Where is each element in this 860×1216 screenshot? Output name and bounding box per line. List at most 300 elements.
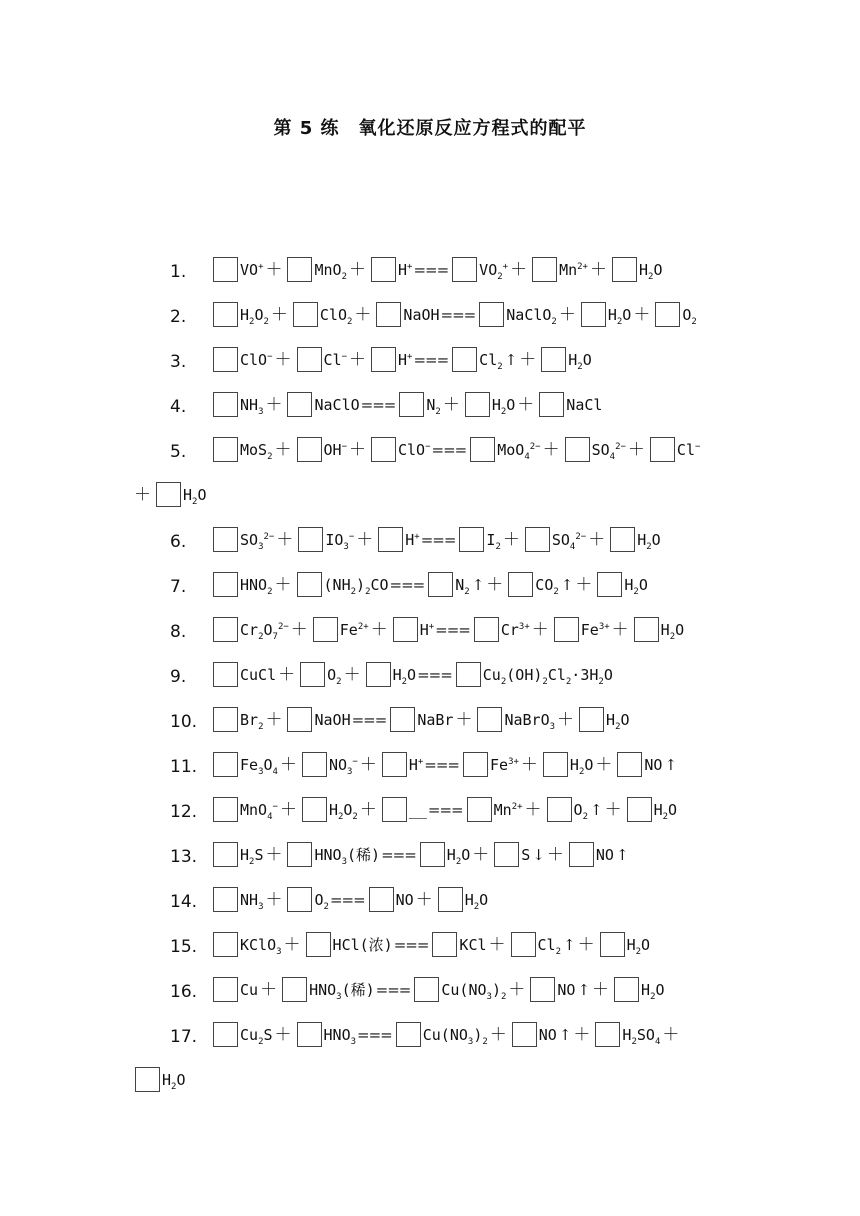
- coefficient-blank[interactable]: [438, 887, 463, 912]
- plus-sign: ＋: [359, 755, 377, 775]
- chemical-species: $H_2O$: [183, 486, 207, 507]
- equation: [210, 300, 697, 327]
- chemical-species: NaBrO$_3$: [504, 711, 556, 732]
- problem-row: [0, 477, 860, 507]
- chemical-species: $H_2O$: [624, 576, 648, 597]
- chemical-species: $H_2O$: [491, 396, 516, 417]
- coefficient-blank[interactable]: [298, 527, 323, 552]
- coefficient-blank[interactable]: [213, 752, 238, 777]
- coefficient-blank[interactable]: [135, 1067, 160, 1092]
- coefficient-blank[interactable]: [617, 752, 642, 777]
- chemical-species: $O_2$: [327, 666, 342, 687]
- coefficient-blank[interactable]: [287, 392, 312, 417]
- coefficient-blank[interactable]: [452, 257, 477, 282]
- coefficient-blank[interactable]: [213, 257, 238, 282]
- chemical-species: $H_2O_2$: [240, 306, 269, 327]
- equals-sign: ===: [435, 621, 470, 639]
- problem-row: [0, 927, 860, 957]
- plus-sign: ＋: [279, 755, 297, 775]
- plus-sign: ＋: [356, 530, 374, 550]
- coefficient-blank[interactable]: [627, 797, 652, 822]
- coefficient-blank[interactable]: [655, 302, 680, 327]
- plus-sign: ＋: [575, 575, 593, 595]
- arrow-icon: ↑: [560, 576, 574, 594]
- chemical-species: $Fe^{3+}$: [580, 621, 610, 639]
- chemical-species: $H_2O$: [162, 1071, 186, 1092]
- chemical-species: NaOH: [403, 306, 440, 324]
- coefficient-blank[interactable]: [297, 572, 322, 597]
- chemical-species: KClO$_3$: [240, 936, 282, 957]
- equation: [210, 435, 700, 462]
- chemical-species: NO: [557, 981, 576, 999]
- plus-sign: ＋: [276, 530, 294, 550]
- chemical-species: $H_2O$: [637, 531, 661, 552]
- chemical-species: $O_2$: [682, 306, 697, 327]
- equals-sign: ===: [427, 801, 463, 819]
- coefficient-blank[interactable]: [511, 932, 536, 957]
- plus-sign: ＋: [517, 395, 535, 415]
- problem-number: 8.: [170, 622, 187, 642]
- chemical-species: Cu: [240, 981, 259, 999]
- problem-number: 5.: [170, 442, 187, 462]
- chemical-species: $O_2$: [573, 801, 588, 822]
- coefficient-blank[interactable]: [543, 752, 568, 777]
- problem-number: 14.: [170, 892, 198, 912]
- problem-number: 7.: [170, 577, 187, 597]
- plus-sign: ＋: [573, 1025, 591, 1045]
- plus-sign: ＋: [662, 1025, 680, 1045]
- plus-sign: ＋: [274, 440, 292, 460]
- arrow-icon: ↑: [558, 1026, 572, 1044]
- coefficient-blank[interactable]: [369, 887, 394, 912]
- coefficient-blank[interactable]: [420, 842, 445, 867]
- chemical-species: NO: [538, 1026, 557, 1044]
- plus-sign: ＋: [627, 440, 645, 460]
- chemical-species: ClO−: [240, 351, 273, 369]
- equals-sign: ===: [329, 891, 365, 909]
- equals-sign: ===: [417, 666, 452, 684]
- chemical-species: $H_2S$: [240, 846, 264, 867]
- chemical-species: $H_2O$: [392, 666, 417, 687]
- coefficient-blank[interactable]: [634, 617, 659, 642]
- problem-number: 15.: [170, 937, 198, 957]
- coefficient-blank[interactable]: [382, 797, 407, 822]
- problem-number: 4.: [170, 397, 187, 417]
- plus-sign: ＋: [486, 575, 504, 595]
- coefficient-blank[interactable]: [213, 527, 238, 552]
- arrow-icon: ↑: [589, 801, 603, 819]
- problem-row: [0, 387, 860, 417]
- equation: [210, 570, 648, 597]
- coefficient-blank[interactable]: [581, 302, 606, 327]
- coefficient-blank[interactable]: [467, 797, 492, 822]
- chemical-species: $Mn^{2+}$: [493, 801, 523, 819]
- coefficient-blank[interactable]: [376, 302, 401, 327]
- coefficient-blank[interactable]: [282, 977, 307, 1002]
- plus-sign: ＋: [546, 845, 564, 865]
- coefficient-blank[interactable]: [302, 752, 327, 777]
- coefficient-blank[interactable]: [213, 572, 238, 597]
- plus-sign: ＋: [489, 1025, 507, 1045]
- plus-sign: ＋: [577, 935, 595, 955]
- equation: [210, 930, 650, 957]
- problem-row: [0, 882, 860, 912]
- equals-sign: ===: [424, 756, 460, 774]
- chemical-species: H+: [405, 531, 420, 549]
- plus-sign: ＋: [278, 665, 296, 685]
- chemical-species: $IO_3^-$: [325, 531, 355, 552]
- problem-row: [0, 567, 860, 597]
- chemical-species: H+: [398, 261, 413, 279]
- problem-row: [0, 837, 860, 867]
- equation: [210, 1020, 681, 1047]
- coefficient-blank[interactable]: [213, 662, 238, 687]
- plus-sign: ＋: [274, 350, 292, 370]
- coefficient-blank[interactable]: [297, 347, 322, 372]
- problem-row: [0, 612, 860, 642]
- equation: [132, 480, 206, 507]
- chemical-species: $H_2O_2$: [328, 801, 358, 822]
- problem-row: [0, 522, 860, 552]
- chemical-species: $H_2O$: [653, 801, 678, 822]
- chemical-species: HCl(浓): [332, 936, 393, 954]
- chemical-species: $Cu_2(OH)_2Cl_2\cdot 3H_2O$: [482, 666, 613, 687]
- coefficient-blank[interactable]: [213, 617, 238, 642]
- plus-sign: ＋: [343, 665, 361, 685]
- chemical-species: NaClO$_2$: [506, 306, 557, 327]
- coefficient-blank[interactable]: [213, 842, 238, 867]
- plus-sign: ＋: [502, 530, 520, 550]
- coefficient-blank[interactable]: [371, 347, 396, 372]
- coefficient-blank[interactable]: [382, 752, 407, 777]
- chemical-species: $Cr^{3+}$: [500, 621, 530, 639]
- coefficient-blank[interactable]: [371, 257, 396, 282]
- equals-sign: ===: [351, 711, 387, 729]
- coefficient-blank[interactable]: [547, 797, 572, 822]
- chemical-species: $H_2O$: [660, 621, 685, 642]
- chemical-species: $HNO_3$(稀): [314, 846, 381, 867]
- chemical-species: NaBr: [417, 711, 454, 729]
- coefficient-blank[interactable]: [213, 797, 238, 822]
- chemical-species: ClO$_2$: [319, 306, 353, 327]
- chemical-species: $Fe_3O_4$: [240, 756, 278, 777]
- plus-sign: ＋: [283, 935, 301, 955]
- coefficient-blank[interactable]: [306, 932, 331, 957]
- coefficient-blank[interactable]: [213, 437, 238, 462]
- plus-sign: ＋: [558, 305, 576, 325]
- coefficient-blank[interactable]: [512, 1022, 537, 1047]
- coefficient-blank[interactable]: [477, 707, 502, 732]
- plus-sign: ＋: [488, 935, 506, 955]
- equation: [210, 525, 661, 552]
- chemical-species: KCl: [459, 936, 487, 954]
- problem-number: 6.: [170, 532, 187, 552]
- plus-sign: ＋: [265, 890, 283, 910]
- equation: [210, 840, 629, 867]
- plus-sign: ＋: [524, 800, 542, 820]
- chemical-species: $Cr_2O_7^{2-}$: [240, 621, 289, 642]
- plus-sign: ＋: [542, 440, 560, 460]
- plus-sign: ＋: [274, 1025, 292, 1045]
- coefficient-blank[interactable]: [302, 797, 327, 822]
- coefficient-blank[interactable]: [579, 707, 604, 732]
- plus-sign: ＋: [270, 305, 288, 325]
- plus-sign: ＋: [519, 350, 537, 370]
- chemical-species: $H_2O$: [569, 756, 594, 777]
- coefficient-blank[interactable]: [390, 707, 415, 732]
- coefficient-blank[interactable]: [541, 347, 566, 372]
- chemical-species: $(NH_2)_2CO$: [323, 576, 389, 597]
- problem-number: 12.: [170, 802, 198, 822]
- plus-sign: ＋: [455, 710, 473, 730]
- coefficient-blank[interactable]: [313, 617, 338, 642]
- coefficient-blank[interactable]: [600, 932, 625, 957]
- chemical-species: $VO_2^+$: [479, 261, 509, 282]
- equals-sign: ===: [413, 351, 449, 369]
- coefficient-blank[interactable]: [213, 302, 238, 327]
- coefficient-blank[interactable]: [396, 1022, 421, 1047]
- coefficient-blank[interactable]: [300, 662, 325, 687]
- plus-sign: ＋: [592, 980, 610, 1000]
- problem-number: 13.: [170, 847, 198, 867]
- plus-sign: ＋: [349, 260, 366, 280]
- coefficient-blank[interactable]: [530, 977, 555, 1002]
- plus-sign: ＋: [349, 350, 366, 370]
- plus-sign: ＋: [531, 620, 549, 640]
- plus-sign: ＋: [442, 395, 460, 415]
- coefficient-blank[interactable]: [463, 752, 488, 777]
- arrow-icon: ↑: [577, 981, 591, 999]
- arrow-icon: ↑: [471, 576, 485, 594]
- coefficient-blank[interactable]: [213, 977, 238, 1002]
- coefficient-blank[interactable]: [213, 392, 238, 417]
- chemical-species: $SO_3^{2-}$: [240, 531, 275, 552]
- equals-sign: ===: [381, 846, 416, 864]
- plus-sign: ＋: [349, 440, 366, 460]
- coefficient-blank[interactable]: [565, 437, 590, 462]
- chemical-species: $Fe^{3+}$: [490, 756, 519, 774]
- chemical-species: NaOH: [314, 711, 351, 729]
- chemical-species: $Mn^{2+}$: [559, 261, 588, 279]
- coefficient-blank[interactable]: [554, 617, 579, 642]
- plus-sign: ＋: [557, 710, 575, 730]
- coefficient-blank[interactable]: [470, 437, 495, 462]
- equals-sign: ===: [375, 981, 411, 999]
- chemical-species: $SO_4^{2-}$: [551, 531, 587, 552]
- plus-sign: ＋: [595, 755, 613, 775]
- coefficient-blank[interactable]: [650, 437, 675, 462]
- chemical-species: $Cl_2$: [537, 936, 561, 957]
- equation: [132, 1067, 185, 1092]
- plus-sign: ＋: [520, 755, 538, 775]
- plus-sign: ＋: [604, 800, 622, 820]
- chemical-species: MoO$_4^{2-}$: [497, 441, 541, 462]
- coefficient-blank[interactable]: [595, 1022, 620, 1047]
- coefficient-blank[interactable]: [569, 842, 594, 867]
- plus-sign: ＋: [134, 485, 151, 505]
- plus-sign: ＋: [611, 620, 629, 640]
- equals-sign: ===: [357, 1026, 392, 1044]
- coefficient-blank[interactable]: [213, 1022, 238, 1047]
- problem-number: 3.: [170, 352, 187, 372]
- coefficient-blank[interactable]: [597, 572, 622, 597]
- problem-row: [0, 342, 860, 372]
- plus-sign: ＋: [370, 620, 388, 640]
- chemical-species: $Fe^{2+}$: [339, 621, 369, 639]
- equation: [210, 615, 684, 642]
- coefficient-blank[interactable]: [428, 572, 453, 597]
- page-title: 第 5 练 氧化还原反应方程式的配平: [273, 118, 587, 139]
- equation: [210, 705, 630, 732]
- problem-row: [0, 792, 860, 822]
- chemical-species: $Br_2$: [240, 711, 264, 732]
- plus-sign: ＋: [290, 620, 308, 640]
- coefficient-blank[interactable]: [293, 302, 318, 327]
- coefficient-blank[interactable]: [525, 527, 550, 552]
- coefficient-blank[interactable]: [459, 527, 484, 552]
- coefficient-blank[interactable]: [156, 482, 181, 507]
- equation: [210, 885, 488, 912]
- coefficient-blank[interactable]: [456, 662, 481, 687]
- problem-row: [0, 702, 860, 732]
- chemical-species: $N_2$: [426, 396, 441, 417]
- coefficient-blank[interactable]: [399, 392, 424, 417]
- plus-sign: ＋: [589, 260, 607, 280]
- coefficient-blank[interactable]: [479, 302, 504, 327]
- chemical-species: MoS$_2$: [240, 441, 273, 462]
- arrow-icon: ↑: [664, 756, 678, 774]
- chemical-species: $H_2SO_4$: [622, 1026, 661, 1047]
- coefficient-blank[interactable]: [393, 617, 418, 642]
- problem-number: 11.: [170, 757, 198, 777]
- chemical-species: $CO_2$: [535, 576, 559, 597]
- problem-row: [0, 432, 860, 462]
- coefficient-blank[interactable]: [508, 572, 533, 597]
- coefficient-blank[interactable]: [213, 347, 238, 372]
- chemical-species: ClO−: [398, 441, 431, 459]
- chemical-species: __: [408, 801, 427, 819]
- coefficient-blank[interactable]: [213, 932, 238, 957]
- coefficient-blank[interactable]: [297, 1022, 322, 1047]
- equation: [210, 390, 602, 417]
- chemical-species: $O_2$: [314, 891, 329, 912]
- chemical-species: OH−: [323, 441, 347, 459]
- coefficient-blank[interactable]: [287, 257, 312, 282]
- problem-number: 17.: [170, 1027, 198, 1047]
- coefficient-blank[interactable]: [371, 437, 396, 462]
- chemical-species: NO: [595, 846, 614, 864]
- coefficient-blank[interactable]: [465, 392, 490, 417]
- coefficient-blank[interactable]: [378, 527, 403, 552]
- plus-sign: ＋: [359, 800, 377, 820]
- equals-sign: ===: [389, 576, 425, 594]
- problem-number: 1.: [170, 262, 187, 282]
- chemical-species: $H_2O$: [638, 261, 663, 282]
- coefficient-blank[interactable]: [414, 977, 439, 1002]
- coefficient-blank[interactable]: [213, 887, 238, 912]
- coefficient-blank[interactable]: [612, 257, 637, 282]
- plus-sign: ＋: [354, 305, 372, 325]
- plus-sign: ＋: [265, 395, 283, 415]
- problem-row: [0, 747, 860, 777]
- chemical-species: CuCl: [240, 666, 277, 684]
- chemical-species: $Cu(NO_3)_2$: [422, 1026, 488, 1047]
- chemical-species: $NH_3$: [240, 891, 264, 912]
- plus-sign: ＋: [415, 890, 433, 910]
- chemical-species: NO: [395, 891, 414, 909]
- coefficient-blank[interactable]: [287, 707, 312, 732]
- problem-row: [0, 252, 860, 282]
- chemical-species: $H_2O$: [606, 711, 630, 732]
- coefficient-blank[interactable]: [366, 662, 391, 687]
- problem-number: 16.: [170, 982, 198, 1002]
- chemical-species: $HNO_3$: [323, 1026, 357, 1047]
- problem-row: [0, 297, 860, 327]
- equals-sign: ===: [420, 531, 456, 549]
- coefficient-blank[interactable]: [532, 257, 557, 282]
- plus-sign: ＋: [265, 845, 283, 865]
- coefficient-blank[interactable]: [297, 437, 322, 462]
- problem-number: 9.: [170, 667, 187, 687]
- chemical-species: MnO$_2$: [314, 261, 347, 282]
- equals-sign: ===: [360, 396, 396, 414]
- coefficient-blank[interactable]: [539, 392, 564, 417]
- coefficient-blank[interactable]: [287, 842, 312, 867]
- chemical-species: $N_2$: [455, 576, 470, 597]
- coefficient-blank[interactable]: [614, 977, 639, 1002]
- coefficient-blank[interactable]: [213, 707, 238, 732]
- plus-sign: ＋: [274, 575, 292, 595]
- coefficient-blank[interactable]: [474, 617, 499, 642]
- coefficient-blank[interactable]: [452, 347, 477, 372]
- equals-sign: ===: [440, 306, 476, 324]
- plus-sign: ＋: [265, 260, 283, 280]
- arrow-icon: ↓: [532, 846, 545, 864]
- chemical-species: NaClO: [314, 396, 360, 414]
- equation: [210, 975, 665, 1002]
- equals-sign: ===: [431, 441, 467, 459]
- equation: [210, 750, 677, 777]
- chemical-species: $NH_3$: [240, 396, 264, 417]
- chemical-species: $Cu_2S$: [240, 1026, 273, 1047]
- chemical-species: $SO_4^{2-}$: [591, 441, 626, 462]
- equation: [210, 795, 677, 822]
- chemical-species: Cl−: [323, 351, 347, 369]
- problem-number: 10.: [170, 712, 198, 732]
- chemical-species: $Cl_2$: [479, 351, 503, 372]
- chemical-species: VO+: [240, 261, 264, 279]
- chemical-species: $Cu(NO_3)_2$: [441, 981, 507, 1002]
- coefficient-blank[interactable]: [494, 842, 519, 867]
- equation: [210, 255, 662, 282]
- coefficient-blank[interactable]: [610, 527, 635, 552]
- problem-row: [0, 972, 860, 1002]
- chemical-species: H+: [398, 351, 413, 369]
- coefficient-blank[interactable]: [432, 932, 457, 957]
- plus-sign: ＋: [510, 260, 528, 280]
- equation: [210, 345, 592, 372]
- chemical-species: $H_2O$: [568, 351, 592, 372]
- plus-sign: ＋: [279, 800, 297, 820]
- equals-sign: ===: [413, 261, 449, 279]
- chemical-species: $NO_3^-$: [328, 756, 358, 777]
- chemical-species: NaCl: [566, 396, 603, 414]
- coefficient-blank[interactable]: [287, 887, 312, 912]
- plus-sign: ＋: [265, 710, 283, 730]
- plus-sign: ＋: [588, 530, 606, 550]
- chemical-species: Cl−: [676, 441, 701, 459]
- chemical-species: $HNO_3$(稀): [309, 981, 375, 1002]
